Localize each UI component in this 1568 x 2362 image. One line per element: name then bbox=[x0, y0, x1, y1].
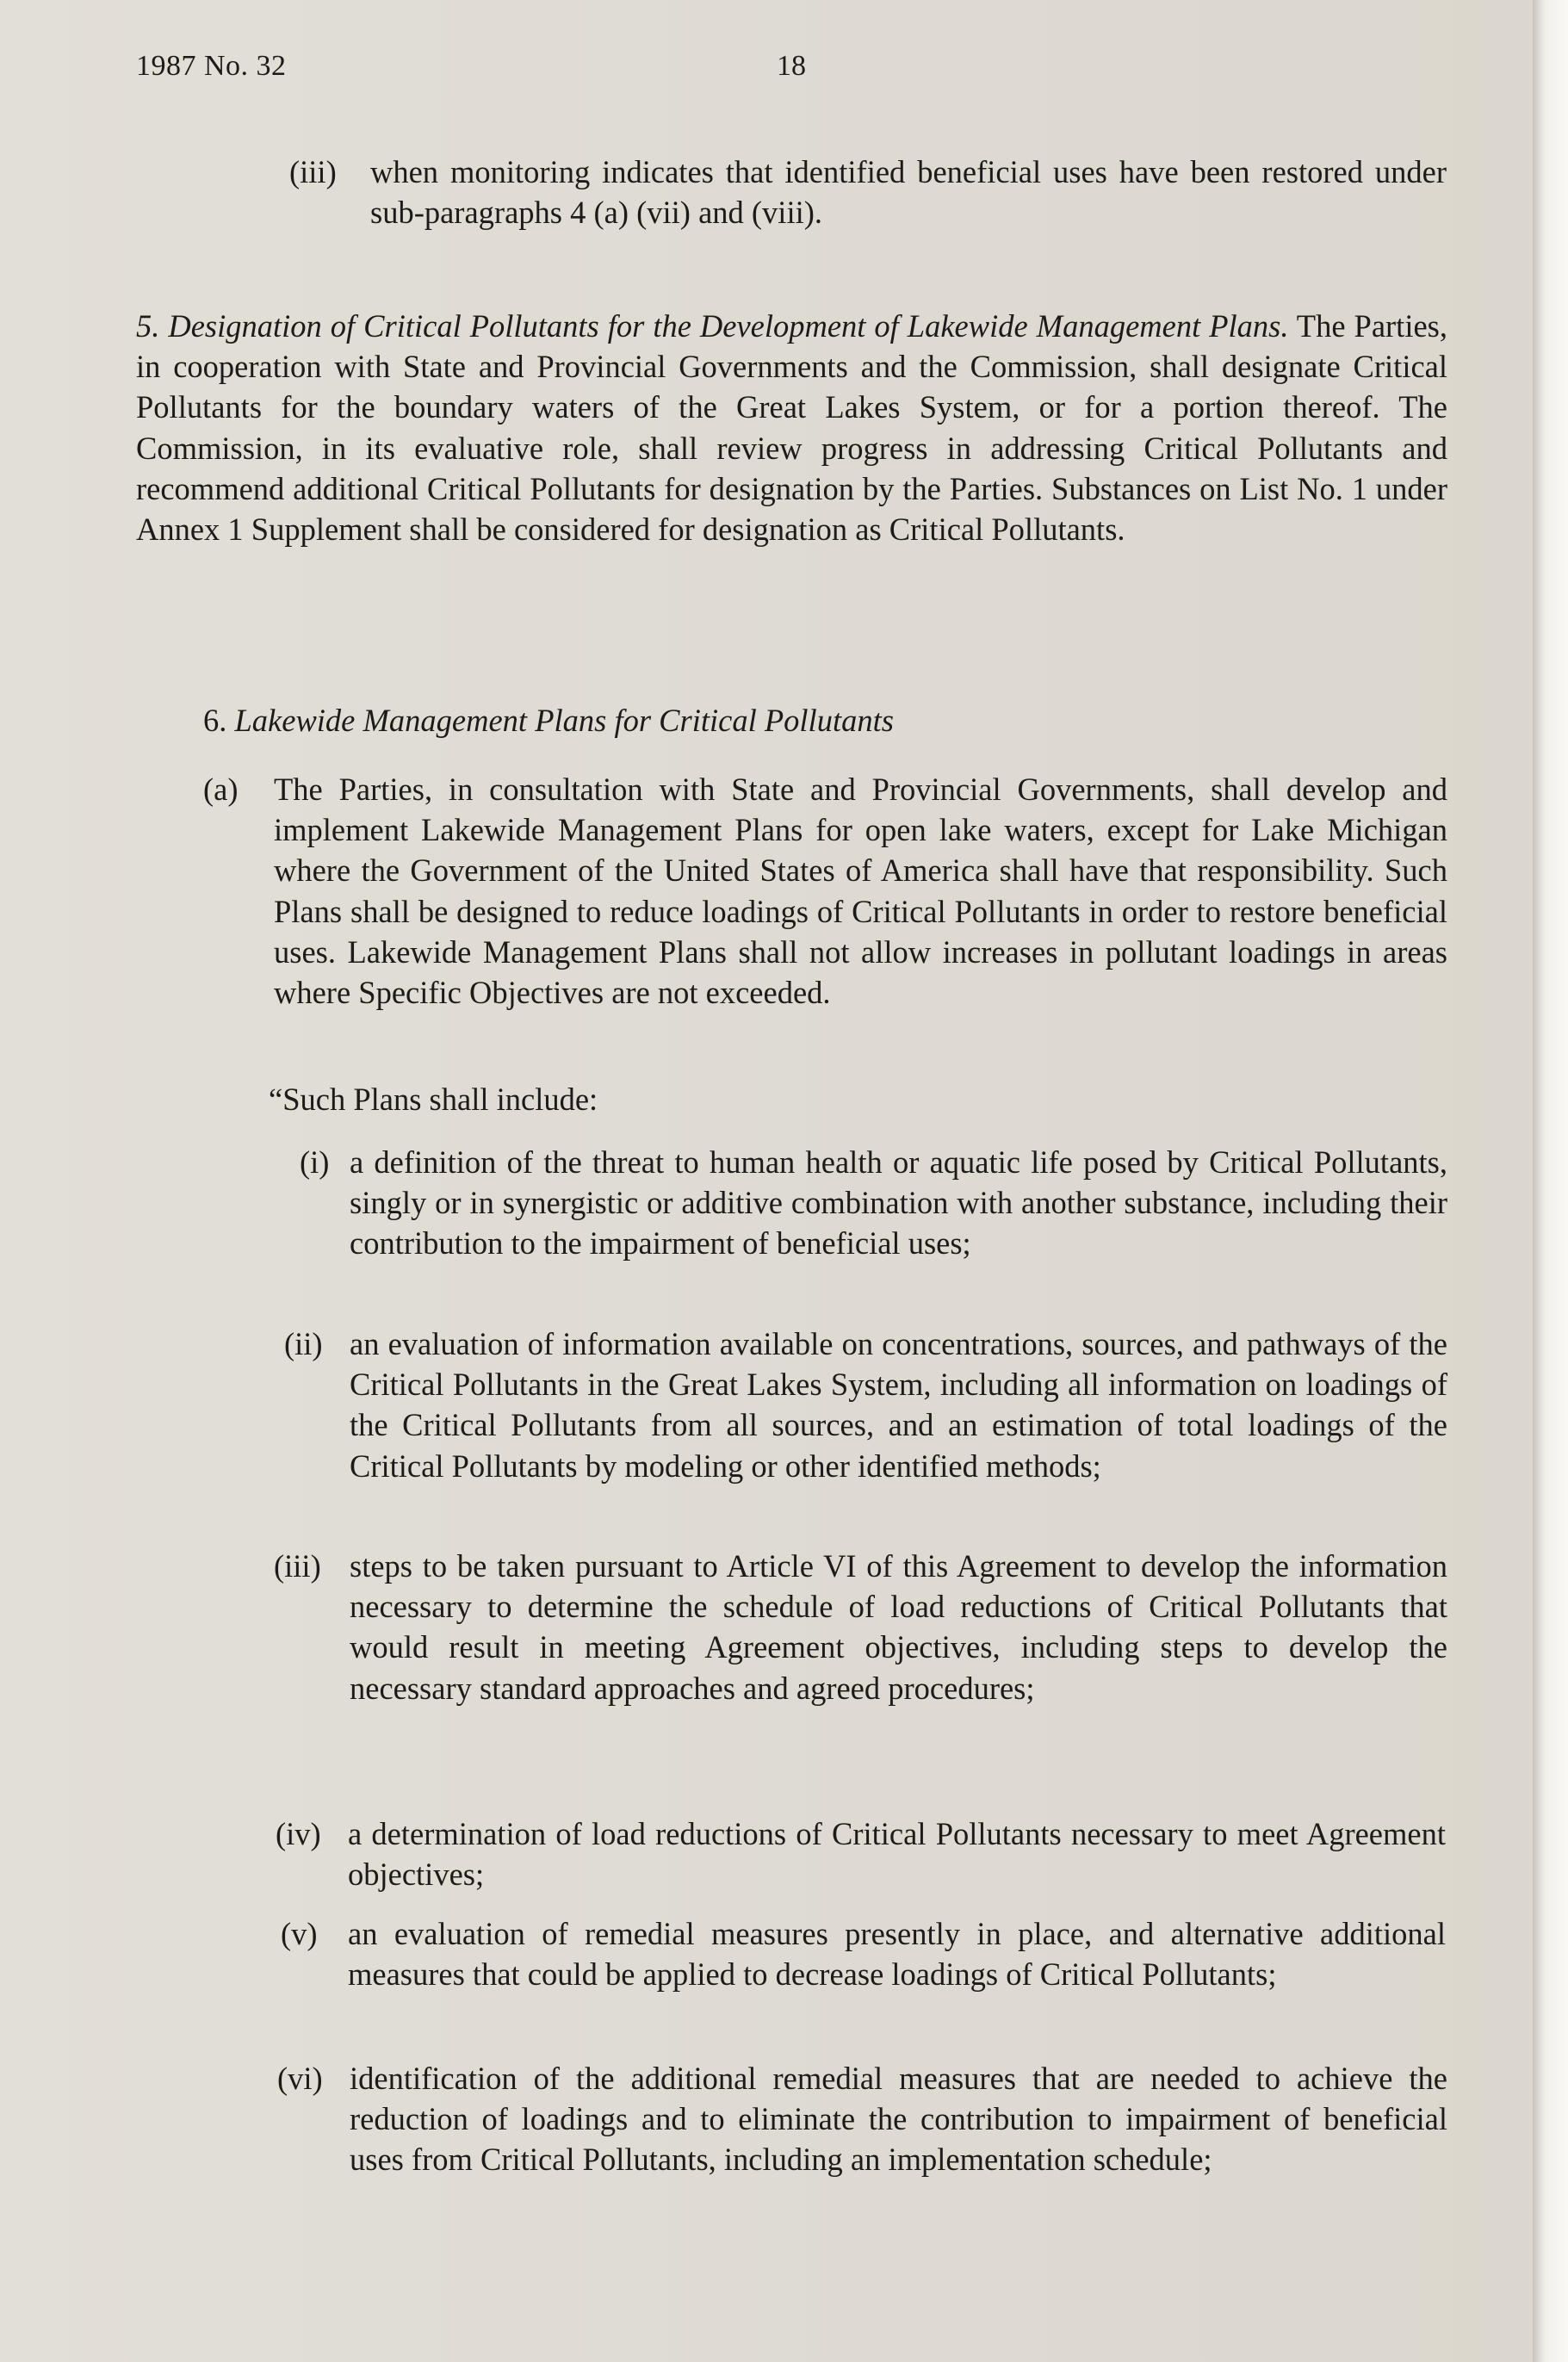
item-number: (iii) bbox=[289, 154, 337, 189]
item-text: an evaluation of information available on concentrations, sources, and pathways of the Critical Pollutants in the Great Lakes System, including all information on loadings of the Critical Pollutants from all sources, and an estimation of total loadings of the Critical Pollutants by modeling or other identified methods; bbox=[350, 1326, 1447, 1484]
subsection-a-text: The Parties, in consultation with State and Provincial Governments, shall develop and implement Lakewide Management Plans for open lake waters, except for Lake Michigan where the Government of the United States of America shall have that responsibility. Such Plans shall be designed to reduce loadings of Critical Pollutants in order to restore beneficial uses. Lakewide Management Plans shall not allow increases in pollutant loadings in areas where Specific Objectives are not exceeded. bbox=[274, 772, 1447, 1011]
list-item bbox=[300, 1142, 1447, 1305]
item-text: a determination of load reductions of Critical Pollutants necessary to meet Agreement objectives; bbox=[348, 1816, 1446, 1893]
item-number: (ii) bbox=[284, 1326, 323, 1361]
item-text: a definition of the threat to human health or aquatic life posed by Critical Pollutants, singly or in synergistic or additive combination with another substance, including their contribution to the impairment of beneficial uses; bbox=[350, 1144, 1447, 1262]
running-header: 1987 No. 32 bbox=[136, 50, 287, 82]
subsection-a-number: (a) bbox=[203, 772, 239, 807]
list-item bbox=[284, 1324, 1447, 1530]
item-number: (iii) bbox=[274, 1548, 321, 1584]
page-number: 18 bbox=[777, 50, 806, 82]
list-item bbox=[274, 1546, 1447, 1752]
list-item bbox=[281, 1913, 1447, 2038]
item-number: (iv) bbox=[276, 1816, 321, 1851]
item-text: steps to be taken pursuant to Article VI of this Agreement to develop the information necessary to determine the schedule of load reductions of Critical Pollutants that would result in meeting Agreement objectives, including steps to develop the necessary standard approaches and agreed procedures; bbox=[350, 1548, 1447, 1706]
subsection-a bbox=[203, 769, 1447, 1062]
list-item bbox=[276, 1813, 1447, 1895]
list-item bbox=[277, 2058, 1447, 2222]
section-6-number: 6. bbox=[203, 703, 227, 738]
item-number: (i) bbox=[300, 1144, 330, 1180]
item-number: (v) bbox=[281, 1916, 318, 1951]
section-6-heading bbox=[203, 700, 894, 741]
section-5-title: 5. Designation of Critical Pollutants for the Development of Lakewide Management Plans. bbox=[136, 308, 1289, 344]
page-edge bbox=[1533, 0, 1568, 2362]
item-text: an evaluation of remedial measures presently in place, and alternative additional measures that could be applied to decrease loadings of Critical Pollutants; bbox=[348, 1916, 1446, 1993]
section-5 bbox=[136, 306, 1447, 549]
item-text: identification of the additional remedial measures that are needed to achieve the reduction of loadings and to eliminate the contribution to impairment of beneficial uses from Critical Pollutants, including an implementation schedule; bbox=[350, 2061, 1447, 2178]
section-6-title: Lakewide Management Plans for Critical Pollutants bbox=[234, 703, 894, 738]
section-5-body: The Parties, in cooperation with State and Provincial Governments and the Commission, shall designate Critical Pollutants for the boundary waters of the Great Lakes System, or for a portion thereof. The Commission, in its evaluative role, shall review progress in addressing Critical Pollutants and recommend additional Critical Pollutants for designation by the Parties. Substances on List No. 1 under Annex 1 Supplement shall be considered for designation as Critical Pollutants. bbox=[136, 308, 1447, 548]
item-text: when monitoring indicates that identified beneficial uses have been restored under sub-paragraphs 4 (a) (vii) and (viii). bbox=[370, 154, 1447, 231]
plans-include-intro: “Such Plans shall include: bbox=[269, 1082, 598, 1117]
item-number: (vi) bbox=[277, 2061, 323, 2096]
